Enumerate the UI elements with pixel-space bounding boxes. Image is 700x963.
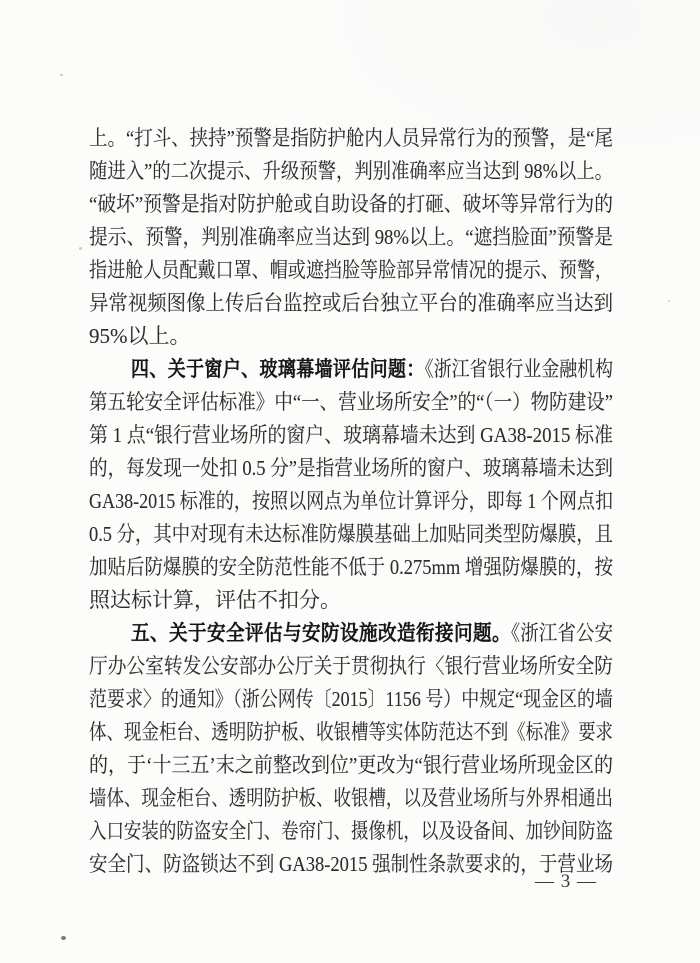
text-line-content: 0.5 分，其中对现有未达标准防爆膜基础上加贴同类型防爆膜，且: [89, 522, 613, 546]
text-line-content: 第 1 点“银行营业场所的窗户、玻璃幕墙未达到 GA38-2015 标准: [89, 423, 613, 447]
text-line-content: 的，每发现一处扣 0.5 分”是指营业场所的窗户、玻璃幕墙未达到: [89, 456, 613, 480]
text-line: [89, 518, 613, 551]
text-line: [89, 551, 613, 584]
text-line-content: 五、关于安全评估与安防设施改造衔接问题。《浙江省公安: [131, 621, 613, 645]
text-line-content: 提示、预警，判别准确率应当达到 98%以上。“遮挡脸面”预警是: [89, 225, 613, 249]
paragraph-heading: 四、关于窗户、玻璃幕墙评估问题：: [131, 358, 425, 381]
text-line: [89, 353, 613, 386]
text-line: [89, 617, 613, 650]
paragraph-heading: 五、关于安全评估与安防设施改造衔接问题。: [131, 622, 511, 645]
text-line: [89, 782, 613, 815]
text-line-content: 四、关于窗户、玻璃幕墙评估问题：《浙江省银行业金融机构: [131, 357, 613, 381]
scan-speck: [668, 300, 670, 302]
text-line-content: 上。“打斗、挟持”预警是指防护舱内人员异常行为的预警，是“尾: [89, 126, 613, 150]
page-number: — 3 —: [535, 871, 597, 892]
scan-speck: [79, 247, 82, 250]
text-line: [89, 386, 613, 419]
text-line: [89, 683, 613, 716]
text-line: [89, 749, 613, 782]
text-line-content: 入口安装的防盗安全门、卷帘门、摄像机，以及设备间、加钞间防盗: [89, 819, 613, 843]
text-line: [89, 221, 613, 254]
text-line: [89, 584, 613, 617]
text-line: [89, 452, 613, 485]
text-line: [89, 155, 613, 188]
text-line-content: GA38-2015 标准的，按照以网点为单位计算评分，即每 1 个网点扣: [89, 489, 613, 513]
scan-speck: [60, 74, 63, 76]
text-line-content: 指进舱人员配戴口罩、帽或遮挡脸等脸部异常情况的提示、预警，: [89, 258, 613, 282]
text-line-content: 异常视频图像上传后台监控或后台独立平台的准确率应当达到: [89, 291, 613, 315]
text-line-content: 的，于‘十三五’末之前整改到位”更改为“银行营业场所现金区的: [89, 753, 613, 777]
text-line-content: 墙体、现金柜台、透明防护板、收银槽，以及营业场所与外界相通出: [89, 786, 613, 810]
text-block: [89, 122, 613, 881]
text-line-content: “破坏”预警是指对防护舱或自助设备的打砸、破坏等异常行为的: [89, 192, 613, 216]
text-line-content: 厅办公室转发公安部办公厅关于贯彻执行〈银行营业场所安全防: [89, 654, 613, 678]
text-line-content: 体、现金柜台、透明防护板、收银槽等实体防范达不到《标准》要求: [89, 720, 613, 744]
text-line: [89, 716, 613, 749]
text-line: [89, 254, 613, 287]
text-line-content: 第五轮安全评估标准》中“一、营业场所安全”的“（一）物防建设”: [89, 390, 613, 414]
text-line: [89, 122, 613, 155]
text-line: [89, 287, 613, 320]
text-line-content: 照达标计算，评估不扣分。: [89, 588, 341, 612]
text-line-content: 加贴后防爆膜的安全防范性能不低于 0.275mm 增强防爆膜的，按: [89, 555, 613, 579]
text-line-content: 安全门、防盗锁达不到 GA38-2015 强制性条款要求的，于营业场: [89, 852, 613, 876]
text-line-content: 范要求〉的通知》（浙公网传〔2015〕1156 号）中规定“现金区的墙: [89, 687, 613, 711]
text-line: [89, 188, 613, 221]
text-line-content: 95%以上。: [89, 324, 191, 348]
scan-speck: [61, 936, 66, 940]
text-line-content: 随进入”的二次提示、升级预警，判别准确率应当达到 98%以上。: [89, 159, 613, 183]
text-line: [89, 815, 613, 848]
text-line: [89, 419, 613, 452]
text-line: [89, 650, 613, 683]
text-line: [89, 320, 613, 353]
text-line: [89, 485, 613, 518]
